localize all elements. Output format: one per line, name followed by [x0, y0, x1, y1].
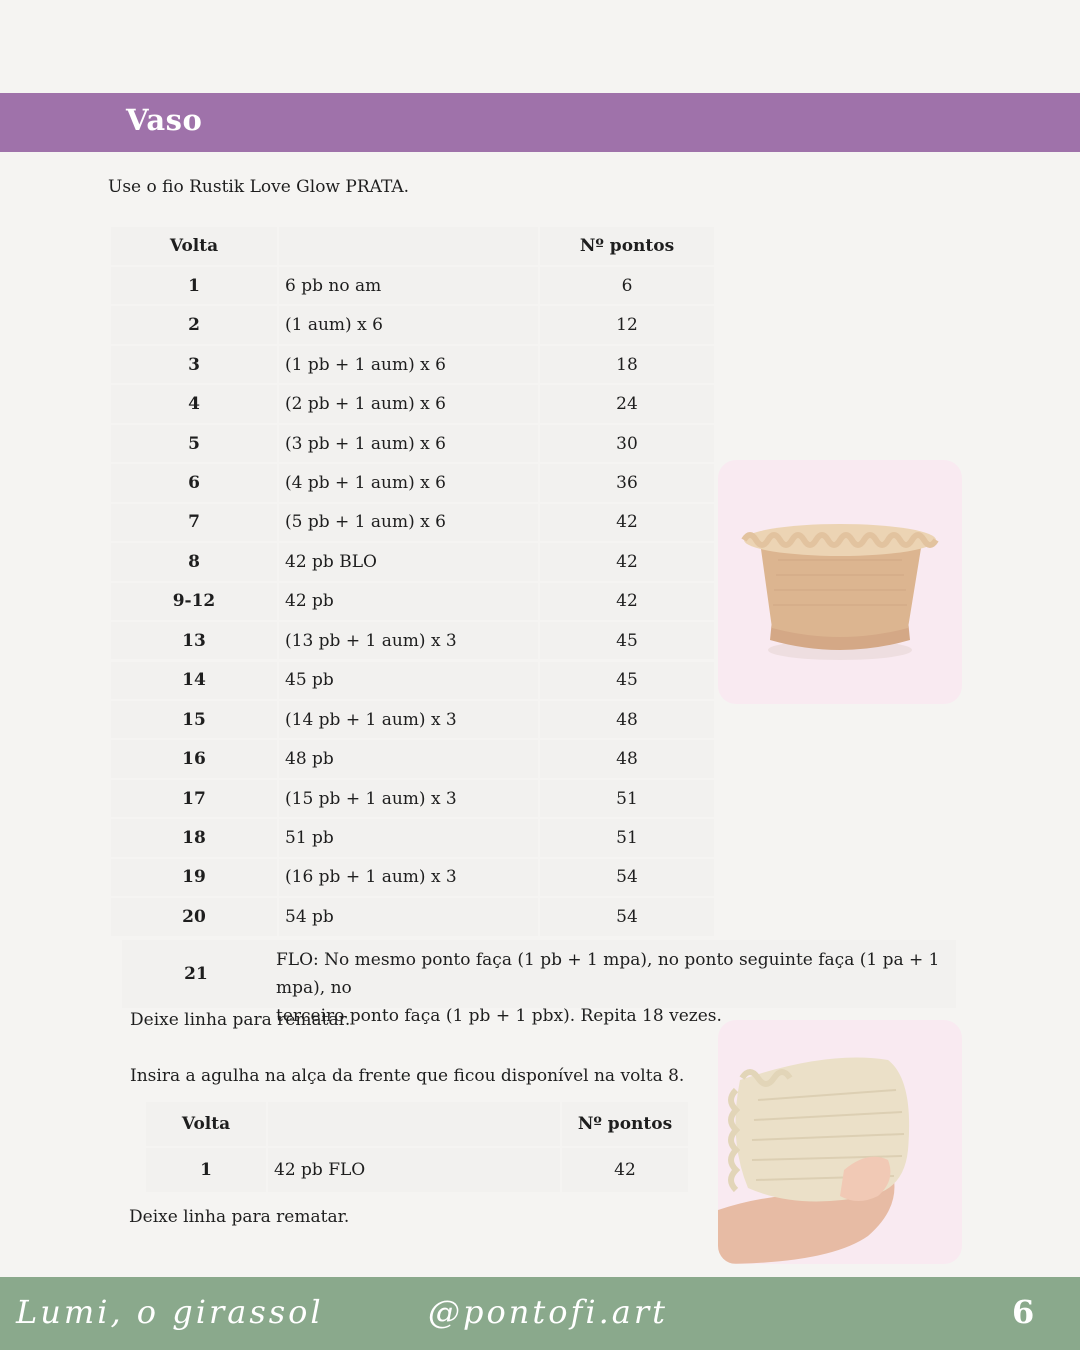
- cell-stitch-count: 42: [540, 583, 714, 620]
- cell-volta: 8: [111, 543, 277, 580]
- crochet-pot-image: [718, 460, 962, 704]
- cell-stitch-count: 6: [540, 267, 714, 304]
- cell-volta: 20: [111, 898, 277, 935]
- cell-volta: 16: [111, 740, 277, 777]
- cell-instruction: (14 pb + 1 aum) x 3: [279, 701, 538, 738]
- cell-instruction: (1 pb + 1 aum) x 6: [279, 346, 538, 383]
- cell-volta: 3: [111, 346, 277, 383]
- note-front-loop: Insira a agulha na alça da frente que ficou disponível na volta 8.: [130, 1066, 685, 1086]
- header-instruction: [279, 227, 538, 265]
- footer-handle: @pontofi.art: [428, 1293, 668, 1331]
- cell-stitch-count: 45: [540, 662, 714, 699]
- cell-instruction: (16 pb + 1 aum) x 3: [279, 859, 538, 896]
- cell-instruction: 48 pb: [279, 740, 538, 777]
- cell-stitch-count: 30: [540, 425, 714, 462]
- row-21-line-2: terceiro ponto faça (1 pb + 1 pbx). Repita 18 vezes.: [276, 1006, 722, 1026]
- cell-stitch-count: 36: [540, 464, 714, 501]
- cell-volta: 5: [111, 425, 277, 462]
- cell-stitch-count: 42: [562, 1148, 688, 1192]
- header-instruction: [268, 1102, 560, 1146]
- pot-photo: [718, 460, 962, 704]
- cell-instruction: 42 pb BLO: [279, 543, 538, 580]
- cell-instruction: (5 pb + 1 aum) x 6: [279, 504, 538, 541]
- header-stitch-count: Nº pontos: [562, 1102, 688, 1146]
- cell-stitch-count: 51: [540, 780, 714, 817]
- cell-instruction: (2 pb + 1 aum) x 6: [279, 385, 538, 422]
- cell-volta: 19: [111, 859, 277, 896]
- page-number: 6: [1012, 1293, 1035, 1331]
- cell-stitch-count: 51: [540, 819, 714, 856]
- cell-instruction: (1 aum) x 6: [279, 306, 538, 343]
- header-volta: Volta: [146, 1102, 266, 1146]
- cell-volta: 14: [111, 662, 277, 699]
- cell-stitch-count: 24: [540, 385, 714, 422]
- cell-instruction: (4 pb + 1 aum) x 6: [279, 464, 538, 501]
- cell-volta: 2: [111, 306, 277, 343]
- cell-stitch-count: 54: [540, 859, 714, 896]
- cell-stitch-count: 42: [540, 504, 714, 541]
- cell-stitch-count: 18: [540, 346, 714, 383]
- cell-volta: 4: [111, 385, 277, 422]
- cell-stitch-count: 54: [540, 898, 714, 935]
- cell-volta: 18: [111, 819, 277, 856]
- row-21-line-1: FLO: No mesmo ponto faça (1 pb + 1 mpa), no ponto seguinte faça (1 pa + 1 mpa), no: [276, 950, 940, 998]
- cell-stitch-count: 12: [540, 306, 714, 343]
- cell-volta: 7: [111, 504, 277, 541]
- header-volta: Volta: [111, 227, 277, 265]
- cell-stitch-count: 48: [540, 740, 714, 777]
- cell-instruction: 45 pb: [279, 662, 538, 699]
- section-title: Vaso: [126, 103, 203, 137]
- cell-instruction: 6 pb no am: [279, 267, 538, 304]
- cell-volta: 15: [111, 701, 277, 738]
- cell-stitch-count: 45: [540, 622, 714, 659]
- hand-photo: [718, 1020, 962, 1264]
- cell-instruction: (3 pb + 1 aum) x 6: [279, 425, 538, 462]
- note-leave-yarn-2: Deixe linha para rematar.: [129, 1207, 350, 1227]
- cell-volta: 17: [111, 780, 277, 817]
- header-stitch-count: Nº pontos: [540, 227, 714, 265]
- intro-text: Use o fio Rustik Love Glow PRATA.: [108, 177, 410, 197]
- cell-volta: 9-12: [111, 583, 277, 620]
- table-row-21-volta: 21: [122, 940, 270, 1008]
- cell-instruction: 51 pb: [279, 819, 538, 856]
- cell-instruction: 42 pb FLO: [268, 1148, 560, 1192]
- table-row-21-instruction: [270, 940, 956, 1026]
- note-leave-yarn-1: Deixe linha para rematar.: [130, 1010, 351, 1030]
- cell-volta: 13: [111, 622, 277, 659]
- cell-volta: 6: [111, 464, 277, 501]
- cell-instruction: 54 pb: [279, 898, 538, 935]
- hand-holding-pot-image: [718, 1020, 962, 1264]
- cell-stitch-count: 48: [540, 701, 714, 738]
- cell-stitch-count: 42: [540, 543, 714, 580]
- cell-volta: 1: [146, 1148, 266, 1192]
- cell-instruction: 42 pb: [279, 583, 538, 620]
- cell-instruction: (15 pb + 1 aum) x 3: [279, 780, 538, 817]
- footer-title: Lumi, o girassol: [16, 1293, 324, 1331]
- cell-instruction: (13 pb + 1 aum) x 3: [279, 622, 538, 659]
- cell-volta: 1: [111, 267, 277, 304]
